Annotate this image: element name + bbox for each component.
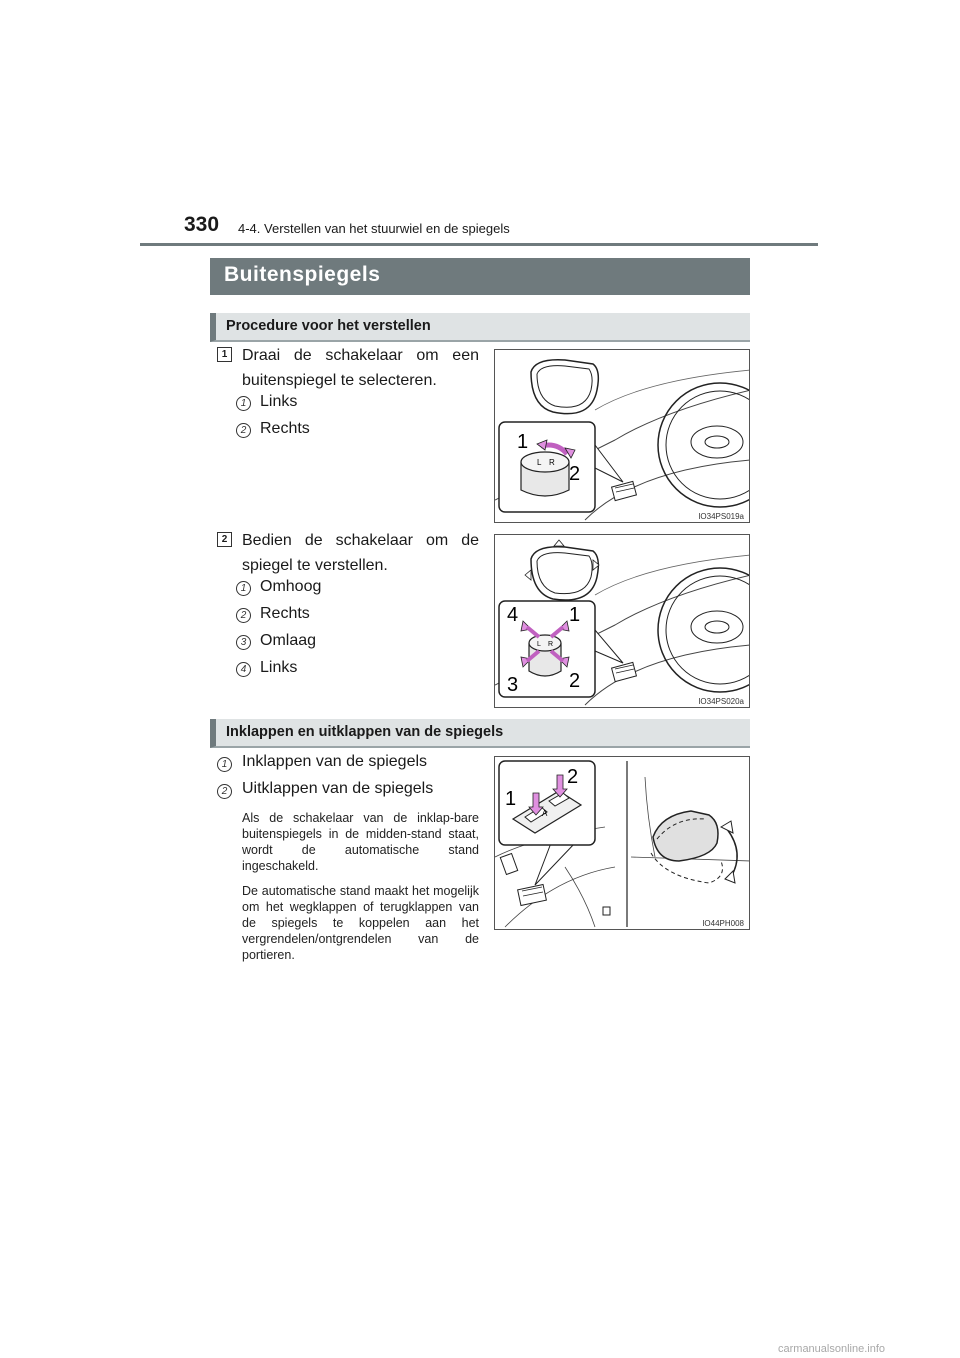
item-label-up: Omhoog (260, 578, 322, 595)
item-label-down: Omlaag (260, 632, 317, 649)
step-number-2: 2 (217, 532, 232, 547)
figure-code: IO34PS019a (698, 512, 744, 521)
item-number: 1 (236, 396, 251, 411)
note-lock-link: De automatische stand maakt het mogelijk om het wegklappen of terugklappen van de spiegels te koppelen aan het vergrendelen/ontgrendelen van de portieren. (242, 884, 479, 962)
note-automatic-mode: Als de schakelaar van de inklap-bare buitenspiegels in de midden-stand staat, wordt de automatische stand ingeschakeld. (242, 811, 479, 873)
mirror-adjust-illustration (495, 535, 750, 708)
knob-letter-l: L (537, 641, 541, 648)
mirror-select-illustration (495, 350, 750, 523)
item-number: 2 (236, 608, 251, 623)
header-divider (140, 243, 818, 246)
switch-letter-a: A (542, 809, 548, 818)
item-number: 2 (217, 784, 232, 799)
item-number: 3 (236, 635, 251, 650)
subheading-folding: Inklappen en uitklappen van de spiegels (210, 719, 750, 748)
callout-3: 3 (507, 674, 519, 696)
callout-2: 2 (567, 766, 579, 788)
knob-letter-r: R (548, 641, 554, 648)
step-2-text: Bedien de schakelaar om de spiegel te verstellen. (242, 532, 479, 574)
step-1-text: Draai de schakelaar om een buitenspiegel te selecteren. (242, 347, 479, 389)
callout-1: 1 (517, 431, 529, 453)
knob-letter-r: R (549, 458, 555, 467)
page-number: 330 (184, 213, 220, 236)
item-number: 1 (217, 757, 232, 772)
callout-4: 4 (507, 604, 519, 626)
item-number: 1 (236, 581, 251, 596)
figure-code: IO44PH008 (702, 919, 744, 928)
knob-letter-l: L (537, 458, 542, 467)
item-label-right: Rechts (260, 420, 310, 437)
item-label-left: Links (260, 393, 298, 410)
watermark: carmanualsonline.info (778, 1343, 886, 1355)
figure-mirror-folding (494, 756, 750, 930)
callout-2: 2 (569, 463, 581, 485)
figure-mirror-select (494, 349, 750, 523)
item-number: 4 (236, 662, 251, 677)
step-number-1: 1 (217, 347, 232, 362)
callout-1: 1 (505, 788, 517, 810)
item-number: 2 (236, 423, 251, 438)
item-label-left: Links (260, 659, 298, 676)
callout-2: 2 (569, 670, 581, 692)
item-label-fold: Inklappen van de spiegels (242, 753, 428, 770)
section-title: Buitenspiegels (210, 258, 750, 295)
item-label-right: Rechts (260, 605, 310, 622)
chapter-title: 4-4. Verstellen van het stuurwiel en de spiegels (238, 221, 510, 236)
figure-mirror-adjust (494, 534, 750, 708)
item-label-unfold: Uitklappen van de spiegels (242, 780, 434, 797)
callout-1: 1 (569, 604, 581, 626)
figure-code: IO34PS020a (698, 697, 744, 706)
subheading-adjust: Procedure voor het verstellen (210, 313, 750, 342)
mirror-folding-illustration (495, 757, 750, 930)
